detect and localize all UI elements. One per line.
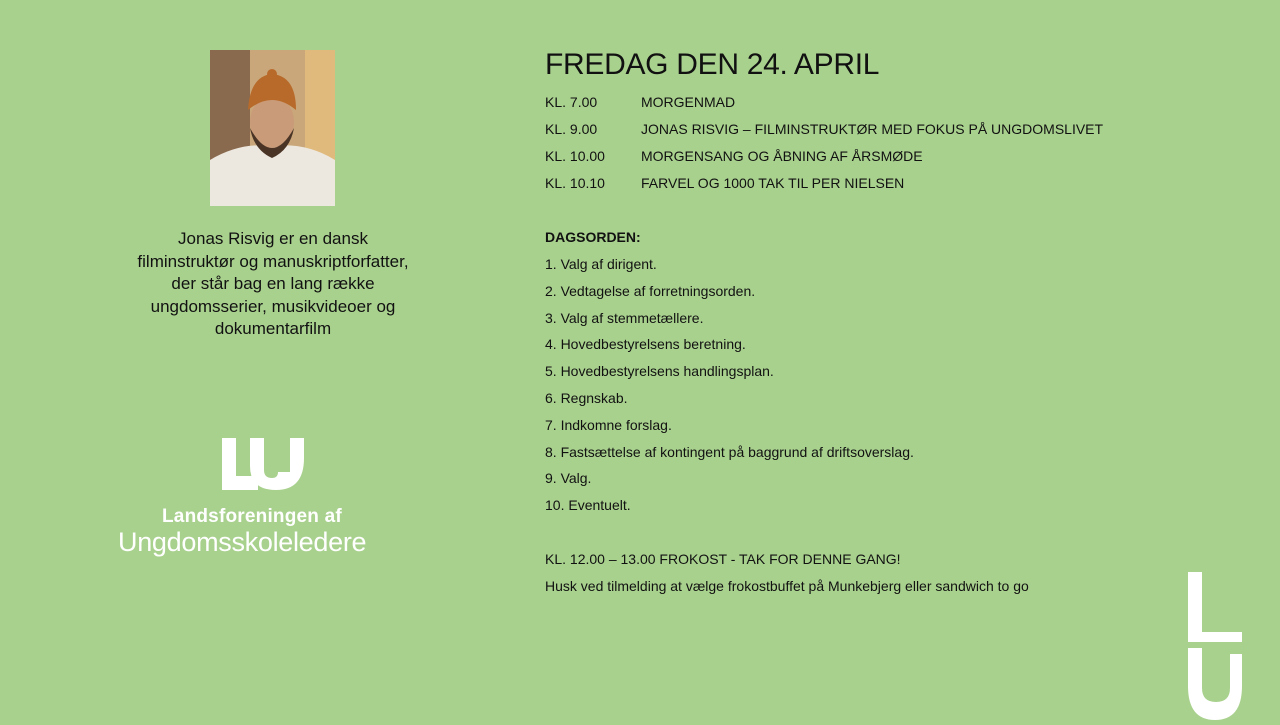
agenda-item: 8. Fastsættelse af kontingent på baggrund af driftsoverslag. <box>545 443 914 460</box>
bio-line: dokumentarfilm <box>214 319 332 338</box>
bio-line: Jonas Risvig er en dansk <box>178 229 368 248</box>
logo-line-2: Ungdomsskoleledere <box>118 527 367 557</box>
page-title: FREDAG DEN 24. APRIL <box>545 48 880 81</box>
lu-logo-icon <box>220 436 306 497</box>
speaker-photo <box>210 50 335 206</box>
schedule-event: MORGENMAD <box>641 94 736 110</box>
schedule-row <box>545 89 1245 116</box>
agenda-list <box>545 251 1245 519</box>
schedule-row <box>545 116 1245 143</box>
schedule-time: KL. 10.10 <box>545 175 605 191</box>
schedule-time: KL. 7.00 <box>545 94 598 110</box>
logo-line-1: Landsforeningen af <box>162 506 342 527</box>
speaker-bio <box>118 228 428 341</box>
agenda-item: 6. Regnskab. <box>545 389 628 406</box>
agenda-item: 3. Valg af stemmetællere. <box>545 309 704 326</box>
programme <box>545 46 1245 599</box>
bio-line: filminstruktør og manuskriptforfatter, <box>137 251 409 271</box>
bio-line: der står bag en lang række <box>171 274 375 293</box>
agenda-item: 9. Valg. <box>545 470 592 487</box>
corner-logo-icon <box>1184 570 1246 725</box>
schedule-time: KL. 9.00 <box>545 121 598 137</box>
agenda-item: 5. Hovedbestyrelsens handlingsplan. <box>545 363 774 380</box>
agenda-item: 4. Hovedbestyrelsens beretning. <box>545 336 746 353</box>
agenda-item: 2. Vedtagelse af forretningsorden. <box>545 282 756 299</box>
schedule-event: JONAS RISVIG – FILMINSTRUKTØR MED FOKUS PÅ UNGDOMSLIVET <box>641 121 1104 137</box>
schedule-row <box>545 143 1245 170</box>
schedule-event: MORGENSANG OG ÅBNING AF ÅRSMØDE <box>641 148 923 164</box>
agenda-item: 7. Indkomne forslag. <box>545 416 672 433</box>
schedule-event: FARVEL OG 1000 TAK TIL PER NIELSEN <box>641 175 905 191</box>
bio-line: ungdomsserier, musikvideoer og <box>150 296 396 316</box>
lunch-line: KL. 12.00 – 13.00 FROKOST - TAK FOR DENNE GANG! <box>545 550 901 567</box>
registration-note: Husk ved tilmelding at vælge frokostbuffet på Munkebjerg eller sandwich to go <box>545 577 1029 594</box>
agenda-heading: DAGSORDEN: <box>545 229 641 245</box>
agenda-item: 10. Eventuelt. <box>545 497 631 514</box>
agenda-item: 1. Valg af dirigent. <box>545 256 657 272</box>
schedule-row <box>545 170 1245 197</box>
schedule-time: KL. 10.00 <box>545 148 605 164</box>
schedule-list <box>545 89 1245 197</box>
